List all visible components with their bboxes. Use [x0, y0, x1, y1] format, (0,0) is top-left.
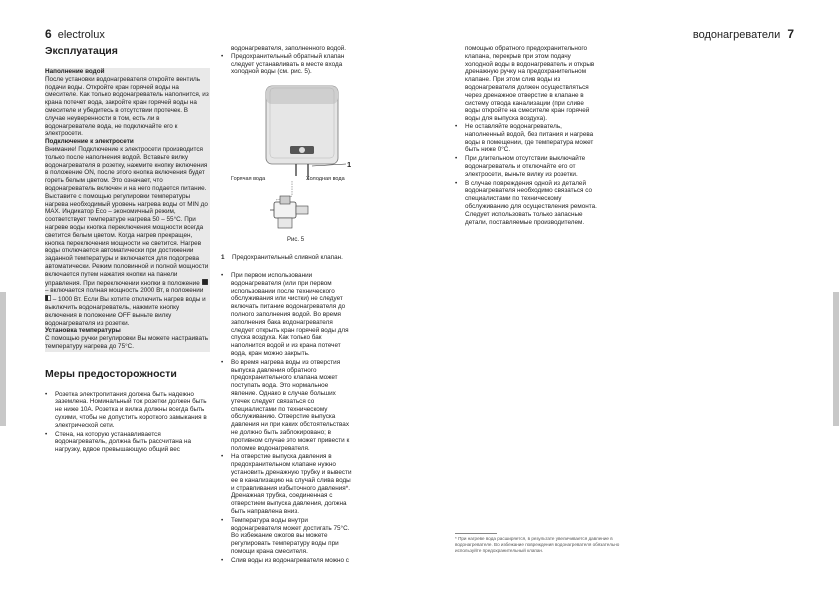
- list-item: • В случае повреждения одной из деталей водонагревателя необходимо связаться со специалистами по техническому обслуживанию для осуществления ремонта. Следует использовать только запасные детали, поставляемые производителем.: [455, 180, 598, 227]
- column-2-bottom: [221, 272, 356, 565]
- half-power-icon: [45, 295, 51, 301]
- list-item: • При длительном отсутствии выключайте водонагреватель и отключайте его от электросети, выньте вилку из розетки.: [455, 155, 598, 178]
- figure-caption: Рис. 5: [287, 237, 305, 243]
- col3-continuation: помощью обратного предохранительного клапана, перекрыв при этом подачу холодной воды в водонагреватель и открыв дренажную ручку на предохранительном клапане. При этом слив воды из водонагревателя должен осуществляться через дренажное отверстие в клапане в систему отвода канализации (при сливе воды откройте на смесителе кран горячей воды для выпуска воздуха).: [465, 45, 595, 123]
- col2-list: [221, 272, 356, 564]
- list-item: • Слив воды из водонагревателя можно с: [221, 557, 356, 565]
- list-item: • Температура воды внутри водонагревателя может достигать 75°С. Во избежание ожогов вы можете регулировать температуру воды при помощи крана смесителя.: [221, 517, 356, 556]
- list-item: • Розетка электропитания должна быть надежно заземлена. Номинальный ток розетки должен быть не ниже 10А. Розетка и вилка должны всегда быть сухими, чтобы не допустить короткого замыкания в электрической сети.: [45, 391, 210, 430]
- temp-heading: Установка температуры: [45, 327, 121, 335]
- footnote: [455, 533, 635, 553]
- list-item: • При первом использовании водонагревателя (или при первом использовании после технического обслуживания или чистки) не следует включать питание водонагревателя до полного заполнения водой. Во время заполнения бака водонагревателя следует открыть кран горячей воды для спуска воздуха. Как только бак наполнится водой и из крана потечет вода, кран можно закрыть.: [221, 272, 356, 358]
- power-text: [45, 146, 210, 327]
- right-page-title: водонагреватели: [692, 29, 781, 41]
- power-text-a: Внимание! Подключение к электросети производится только после наполнения водой. Вставьте вилку водонагревателя в розетку, нажмите кнопку включения в положение ON, после этого кнопка включения будет гореть белым цветом. Это означает, что водонагреватель включен и на него подается питание. Выставите с помощью регулировки температуры нагрева необходимый уровень нагрева воды от MIN до MAX. Индикатор Eco – экономичный режим, соответствует температуре нагрева 50 – 55°С. При нагреве воды кнопка переключения мощности всегда светится белым цветом. Когда нагрев прекращен, кнопка переключения мощности не светится. Нагрев воды отключается автоматически при достижении заданной температуры и включается для подогрева автоматически. Режим половинной и полной мощности включается путем нажатия кнопки на панели управления. При переключении кнопки в положение: [45, 145, 209, 287]
- section-title-operation: Эксплуатация: [45, 45, 118, 57]
- full-power-icon: [202, 279, 208, 285]
- list-item: • Стена, на которую устанавливается водонагреватель, должна быть рассчитана на нагрузку, вдвое превышающую общий вес: [45, 431, 210, 454]
- footnote-divider: [455, 533, 497, 534]
- right-page-header: [693, 27, 794, 41]
- precautions-list: [45, 391, 210, 454]
- figure-marker-1: 1: [347, 160, 352, 169]
- figure-water-heater-valve: [236, 84, 354, 249]
- operation-block: [45, 68, 210, 352]
- footnote-text: * При нагреве вода расширяется, в результате увеличивается давление в водонагревателе. Во избежание повреждения водонагревателя обязательно используйте предохранительный клапан.: [455, 536, 620, 553]
- left-edge-strip: [0, 292, 6, 426]
- column-2-top: [221, 45, 356, 77]
- power-text-b: – включается полная мощность 2000 Вт, в положении: [45, 287, 204, 295]
- col2-top-list: [221, 53, 356, 76]
- column-3: [455, 45, 598, 227]
- left-page-header: [45, 27, 105, 41]
- section-title-precautions: Меры предосторожности: [45, 367, 177, 380]
- label-hot-water: Горячая вода: [231, 176, 266, 182]
- list-item: • Не оставляйте водонагреватель, наполненный водой, без питания и нагрева воды в помещении, где температура может быть ниже 0°С.: [455, 123, 598, 154]
- right-page-number: 7: [787, 27, 794, 41]
- power-heading: Подключение к электросети: [45, 138, 134, 146]
- col3-list: [455, 123, 598, 226]
- filling-heading: Наполнение водой: [45, 68, 105, 75]
- figure-legend: [221, 254, 356, 262]
- list-item: • Во время нагрева воды из отверстия выпуска давления обратного предохранительного клапана может поступать вода. Это нормальное явление. Однако в случае больших утечек следует связаться со специалистами по техническому обслуживанию. Отверстие выпуска давления ни при каких обстоятельствах не должно быть заблокировано; в противном случае это может привести к поломке водонагревателя.: [221, 359, 356, 453]
- brand-name: electrolux: [57, 29, 105, 41]
- legend-number: 1: [221, 254, 225, 261]
- column-1: [45, 45, 210, 455]
- filling-text: После установки водонагревателя откройте вентиль подачи воды. Откройте кран горячей воды на смесителе. Как только водонагреватель наполнится, из крана потечет вода, закройте кран горячей воды на смесителе и убедитесь в отсутствии протечек. В случае неуверенности в том, есть ли в водонагревателе вода, не подключайте его к электросети.: [45, 75, 209, 138]
- col2-continuation: водонагревателя, заполненного водой.: [231, 45, 347, 52]
- left-page-number: 6: [45, 27, 52, 41]
- right-edge-strip: [833, 292, 839, 426]
- temp-text: С помощью ручки регулировки Вы можете настраивать температуру нагрева до 75°С.: [45, 335, 209, 350]
- label-cold-water: Холодная вода: [306, 176, 345, 182]
- list-item: • Предохранительный обратный клапан следует устанавливать в месте входа холодной воды (см. рис. 5).: [221, 53, 356, 76]
- power-text-c: – 1000 Вт. Если Вы хотите отключить нагрев воды и выключить водонагреватель, нажмите кнопку включения в положение OFF выньте вилку водонагревателя из розетки.: [45, 296, 206, 327]
- list-item: • На отверстие выпуска давления в предохранительном клапане нужно установить дренажную трубку и вывести ее в канализацию на случай слива воды и стравливания избыточного давления*. Дренажная трубка, соединенная с отверстием выпуска давления, должна быть направлена вниз.: [221, 453, 356, 515]
- legend-text: Предохранительный сливной клапан.: [232, 254, 343, 261]
